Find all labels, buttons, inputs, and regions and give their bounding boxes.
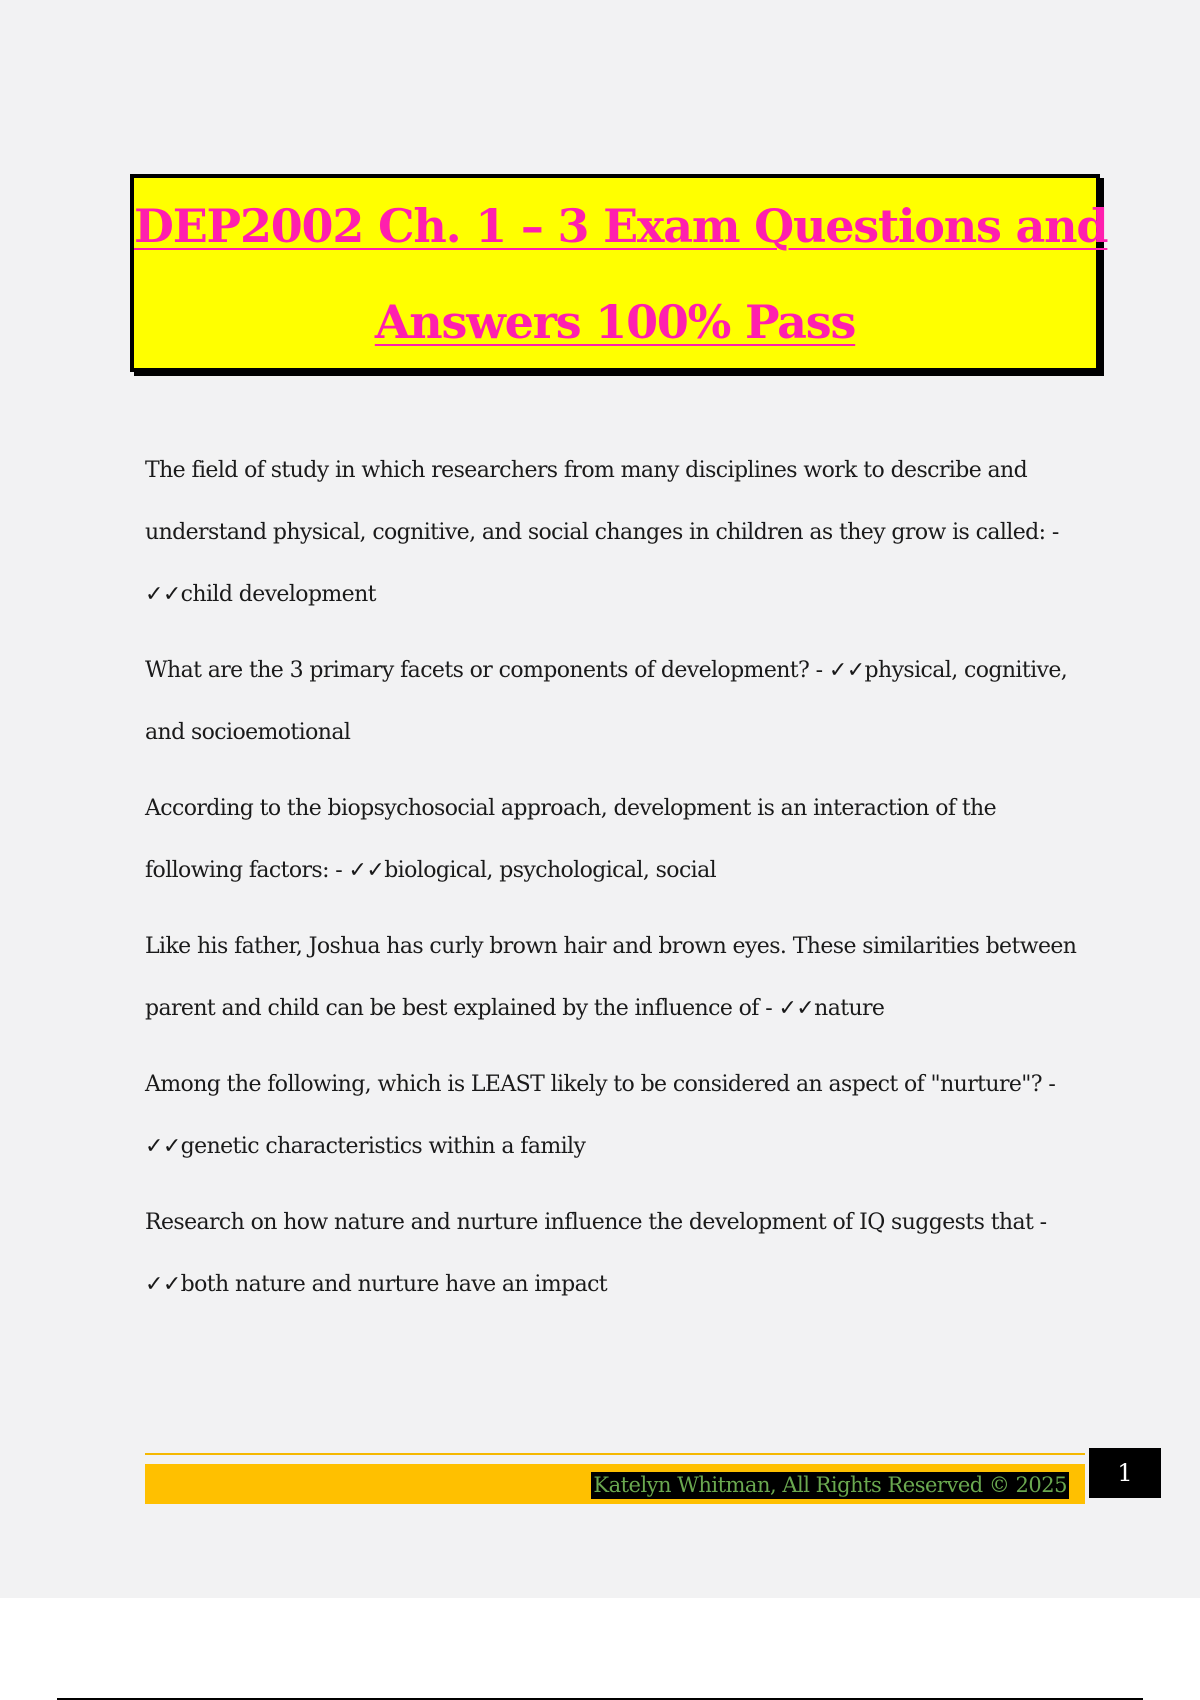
separator: -: [758, 996, 779, 1021]
separator: -: [328, 858, 349, 883]
title-box: [130, 174, 1108, 372]
separator: -: [1042, 1072, 1056, 1097]
footer-bar: [145, 1464, 1085, 1504]
separator: -: [1045, 520, 1059, 545]
qa-item: [145, 778, 1095, 902]
answer-text: ✓✓biological, psychological, social: [348, 858, 717, 883]
answer-text: ✓✓physical, cognitive, and socioemotional: [145, 658, 1068, 745]
title-line-2: [134, 274, 1096, 370]
copyright-text: Katelyn Whitman, All Rights Reserved © 2025: [593, 1473, 1067, 1497]
title-line-1: [134, 178, 1108, 274]
title-text-1: DEP2002 Ch. 1 – 3 Exam Questions and: [134, 199, 1108, 253]
answer-text: ✓✓nature: [778, 996, 885, 1021]
question-text: What are the 3 primary facets or components of development?: [145, 658, 810, 683]
qa-item: [145, 916, 1095, 1040]
qa-item: [145, 440, 1095, 626]
qa-item: [145, 1192, 1095, 1316]
question-text: Like his father, Joshua has curly brown hair and brown eyes. These similarities between parent and child can be best explained by the influence of: [145, 934, 1077, 1021]
question-text: Research on how nature and nurture influence the development of IQ suggests that: [145, 1210, 1034, 1235]
question-text: According to the biopsychosocial approach, development is an interaction of the following factors:: [145, 796, 997, 883]
answer-text: ✓✓genetic characteristics within a family: [145, 1134, 586, 1159]
question-text: Among the following, which is LEAST likely to be considered an aspect of "nurture"?: [145, 1072, 1042, 1097]
answer-text: ✓✓both nature and nurture have an impact: [145, 1272, 608, 1297]
qa-item: [145, 1054, 1095, 1178]
answer-text: ✓✓child development: [145, 582, 376, 607]
question-text: The field of study in which researchers from many disciplines work to describe and understand physical, cognitive, and social changes in children as they grow is called:: [145, 458, 1046, 545]
title-text-2: Answers 100% Pass: [374, 295, 856, 349]
qa-list: [145, 440, 1095, 1330]
qa-item: [145, 640, 1095, 764]
separator: -: [1033, 1210, 1047, 1235]
separator: -: [809, 658, 829, 683]
page-number: 1: [1089, 1448, 1161, 1498]
footer-rule: [145, 1453, 1085, 1455]
